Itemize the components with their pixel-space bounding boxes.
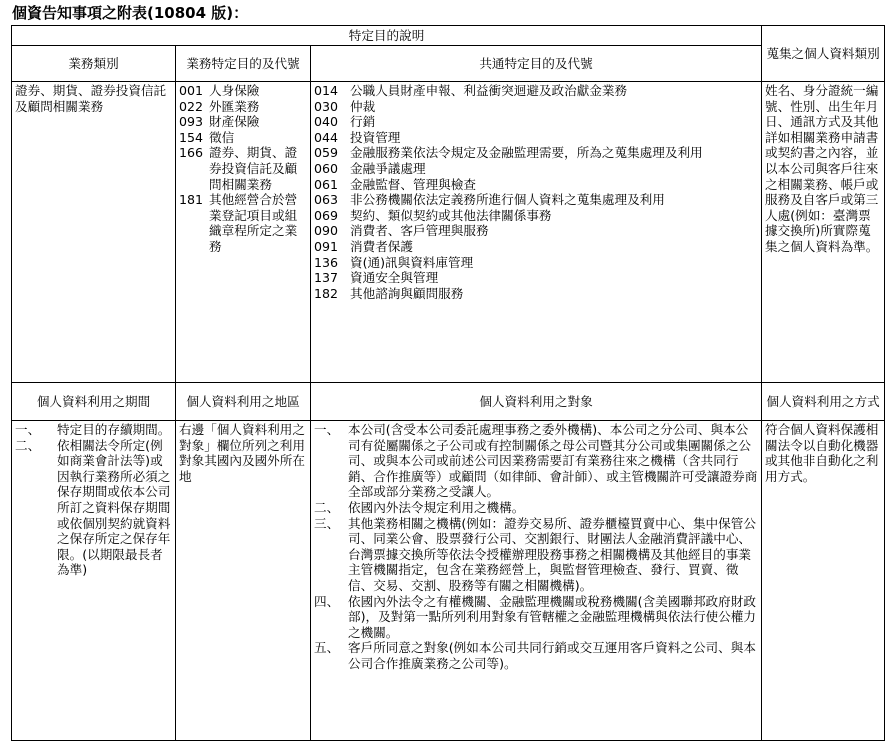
- list-item: 069 契約、類似契約或其他法律關係事務: [314, 207, 552, 223]
- period-header: 個人資料利用之期間: [12, 383, 176, 421]
- list-item: 一、 特定目的存續期間。: [15, 422, 171, 437]
- list-item: 154 徵信: [179, 129, 235, 145]
- list-item: 093 財產保險: [179, 114, 260, 130]
- specific-purpose-list: [176, 82, 311, 383]
- list-item: 182 其他諮詢與顧問服務: [314, 285, 464, 301]
- list-item: 136 資(通)訊與資料庫管理: [314, 254, 474, 270]
- list-item: 四、 依國內外法令之有權機關、金融監理機關或稅務機關(含美國聯邦政府財政部)，及對第一點所列利用對象有管轄權之金融監理機構與依法行使公權力之機關。: [314, 593, 756, 640]
- document-title: 個資告知事項之附表(10804 版)：: [12, 4, 249, 22]
- list-item: 061 金融監督、管理與檢查: [314, 176, 476, 192]
- list-item: 137 資通安全與管理: [314, 270, 439, 286]
- list-item: 030 仲裁: [314, 98, 376, 114]
- common-purpose-header: 共通特定目的及代號: [311, 46, 762, 82]
- common-purpose-list: [311, 82, 762, 383]
- list-item: 166 證券、期貨、證券投資信託及顧問相關業務: [179, 145, 298, 192]
- list-item: 一、 本公司(含受本公司委託處理事務之委外機構)、本公司之分公司、與本公司有從屬關係之子公司或有控制關係之母公司暨其分公司或集團關係之公司、或與本公司或前述公司因業務需要訂有業務往來之機構（含共同行銷、合作推廣等）或顧問（如律師、會計師）、或主管機關許可受讓證券商全部或部分業務之受讓人。: [314, 422, 758, 500]
- list-item: 044 投資管理: [314, 129, 401, 145]
- collected-data-cell: 姓名、身分證統一編號、性別、出生年月日、通訊方式及其他詳如相關業務申請書或契約書之內容，並以本公司與客戶往來之相關業務、帳戶或服務及自客戶或第三人處(例如：臺灣票據交換所)所實際蒐集之個人資料為準。: [762, 82, 885, 383]
- list-item: 181 其他經營合於營業登記項目或組織章程所定之業務: [179, 192, 298, 254]
- list-item: 二、 依國內外法令規定利用之機構。: [314, 499, 525, 515]
- business-type-cell: 證券、期貨、證券投資信託及顧問相關業務: [12, 82, 176, 383]
- region-header: 個人資料利用之地區: [176, 383, 311, 421]
- list-item: 022 外匯業務: [179, 98, 260, 114]
- notice-table: [11, 25, 885, 741]
- purpose-desc-header: 特定目的說明: [12, 26, 762, 46]
- specific-purpose-header: 業務特定目的及代號: [176, 46, 311, 82]
- business-type-header: 業務類別: [12, 46, 176, 82]
- list-item: 001 人身保險: [179, 83, 260, 98]
- list-item: 014 公職人員財產申報、利益衝突迴避及政治獻金業務: [314, 83, 628, 98]
- list-item: 063 非公務機關依法定義務所進行個人資料之蒐集處理及利用: [314, 192, 665, 208]
- method-header: 個人資料利用之方式: [762, 383, 885, 421]
- list-item: 040 行銷: [314, 114, 376, 130]
- list-item: 三、 其他業務相關之機構(例如：證券交易所、證券櫃檯買賣中心、集中保管公司、同業公會、股票發行公司、交割銀行、財團法人金融消費評議中心、台灣票據交換所等依法令授權辦理股務事務之相關機構及其他經目的事業主管機關指定，包含在業務經營上，與監督管理檢查、發行、買賣、徵信、交易、交割、股務等有關之相關機構)。: [314, 515, 756, 593]
- period-list: [12, 421, 176, 741]
- collected-category-header: 蒐集之個人資料類別: [762, 26, 885, 82]
- target-list: [311, 421, 762, 741]
- list-item: 五、 客戶所同意之對象(例如本公司共同行銷或交互運用客戶資料之公司、與本公司合作推廣業務之公司等)。: [314, 640, 756, 671]
- list-item: 059 金融服務業依法令規定及金融監理需要，所為之蒐集處理及利用: [314, 145, 703, 161]
- region-cell: 右邊「個人資料利用之對象」欄位所列之利用對象其國內及國外所在地: [176, 421, 311, 741]
- list-item: 060 金融爭議處理: [314, 160, 426, 176]
- list-item: 091 消費者保護: [314, 238, 413, 254]
- method-cell: 符合個人資料保護相關法令以自動化機器或其他非自動化之利用方式。: [762, 421, 885, 741]
- list-item: 二、 依相關法令所定(例如商業會計法等)或因執行業務所必須之保存期間或依本公司所訂之資料保存期間或依個別契約就資料之保存所定之保存年限。(以期限最長者為準): [15, 437, 171, 578]
- list-item: 090 消費者、客戶管理與服務: [314, 223, 489, 239]
- target-header: 個人資料利用之對象: [311, 383, 762, 421]
